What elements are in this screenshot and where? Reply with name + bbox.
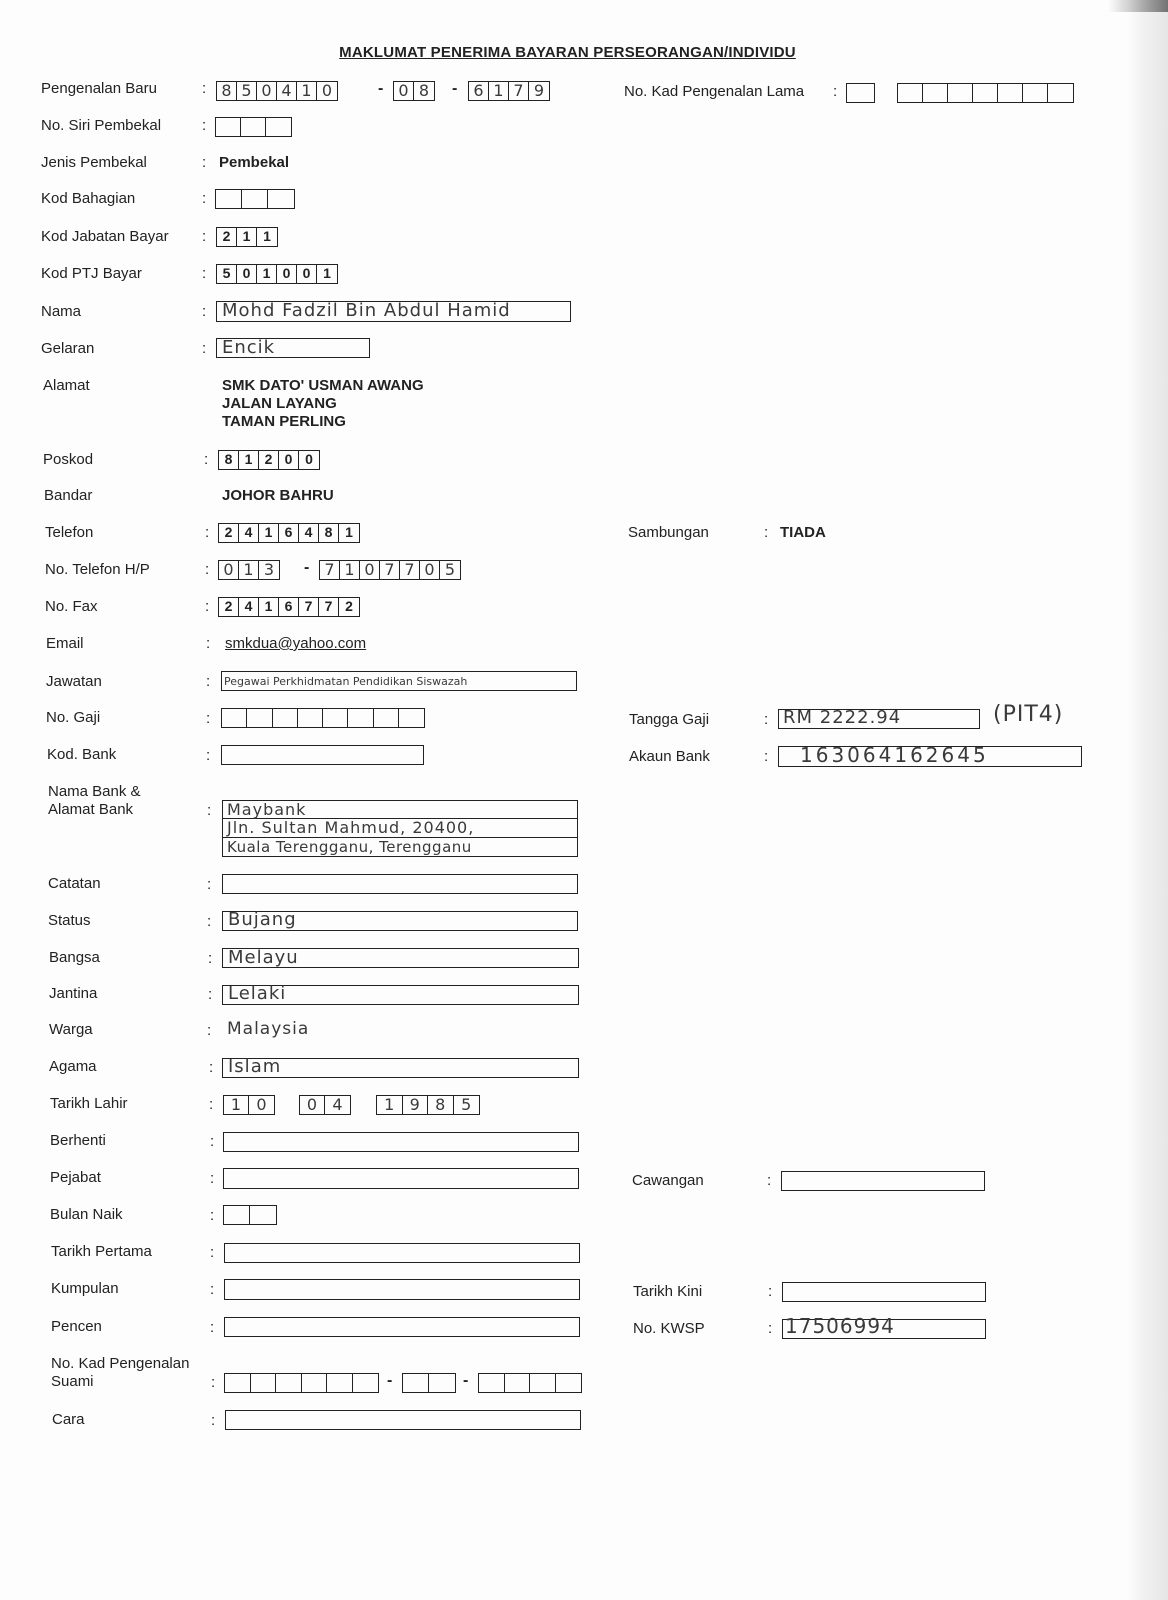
colon: : (768, 1320, 773, 1337)
alamat-line2: JALAN LAYANG (222, 395, 337, 412)
label-pejabat: Pejabat (50, 1169, 101, 1186)
label-bandar: Bandar (44, 487, 93, 504)
colon: : (202, 303, 207, 320)
siri-pembekal-field[interactable] (215, 117, 292, 137)
label-suami: Suami (51, 1373, 94, 1390)
no-gaji-field[interactable] (221, 708, 425, 728)
label-bangsa: Bangsa (49, 949, 100, 966)
label-akaun-bank: Akaun Bank (629, 748, 710, 765)
label-bulan-naik: Bulan Naik (50, 1206, 123, 1223)
colon: : (208, 986, 213, 1003)
fax-field[interactable]: 2 4 1 6 7 7 2 (218, 597, 360, 617)
colon: : (209, 1059, 214, 1076)
tarikh-kini-field[interactable] (782, 1282, 986, 1302)
colon: : (207, 1022, 212, 1039)
label-kod-bahagian: Kod Bahagian (41, 190, 136, 207)
label-sambungan: Sambungan (628, 524, 709, 541)
dash: - (378, 80, 384, 97)
colon: : (202, 154, 207, 171)
label-fax: No. Fax (45, 598, 98, 615)
label-pengenalan-baru: Pengenalan Baru (41, 80, 157, 97)
scan-shadow (1108, 0, 1168, 12)
label-warga: Warga (49, 1021, 93, 1038)
kod-bahagian-field[interactable] (215, 189, 295, 209)
scan-edge (1128, 0, 1168, 1600)
form-title: MAKLUMAT PENERIMA BAYARAN PERSEORANGAN/INDIVIDU (339, 44, 796, 61)
tangga-gaji-value: RM 2222.94 (783, 707, 902, 728)
colon: : (202, 228, 207, 245)
label-cawangan: Cawangan (632, 1172, 704, 1189)
colon: : (205, 524, 210, 541)
email-link[interactable]: smkdua@yahoo.com (225, 635, 367, 652)
nama-bank-line3: Kuala Terengganu, Terengganu (227, 838, 472, 856)
colon: : (210, 1207, 215, 1224)
label-cara: Cara (52, 1411, 85, 1428)
colon: : (768, 1283, 773, 1300)
colon: : (767, 1172, 772, 1189)
colon: : (205, 598, 210, 615)
cara-field[interactable] (225, 1410, 581, 1430)
tarikh-pertama-field[interactable] (224, 1243, 580, 1263)
nama-value: Mohd Fadzil Bin Abdul Hamid (222, 300, 511, 321)
label-catatan: Catatan (48, 875, 101, 892)
label-gelaran: Gelaran (41, 340, 95, 357)
label-tangga-gaji: Tangga Gaji (629, 711, 710, 728)
kod-bank-field[interactable] (221, 745, 424, 765)
ic-new-part2[interactable]: 0 8 (393, 81, 435, 101)
pejabat-field[interactable] (223, 1168, 579, 1189)
label-siri-pembekal: No. Siri Pembekal (41, 117, 162, 134)
agama-value: Islam (228, 1056, 282, 1077)
colon: : (207, 876, 212, 893)
warga-value: Malaysia (227, 1019, 310, 1039)
kp-suami-part1[interactable] (224, 1373, 379, 1393)
ic-old-prefix[interactable] (846, 83, 875, 103)
poskod-field[interactable]: 8 1 2 0 0 (218, 450, 320, 470)
berhenti-field[interactable] (223, 1132, 579, 1152)
colon: : (205, 561, 210, 578)
label-tarikh-lahir: Tarikh Lahir (50, 1095, 128, 1112)
label-telefon: Telefon (45, 524, 94, 541)
label-email: Email (46, 635, 84, 652)
telefon-hp-part1[interactable]: 0 1 3 (218, 560, 280, 580)
label-kad-lama: No. Kad Pengenalan Lama (624, 83, 805, 100)
ic-old-number[interactable] (897, 83, 1074, 103)
bandar-value: JOHOR BAHRU (222, 487, 334, 504)
telefon-hp-part2[interactable]: 7 1 0 7 7 0 5 (319, 560, 461, 580)
alamat-line1: SMK DATO' USMAN AWANG (222, 377, 424, 394)
colon: : (202, 190, 207, 207)
kumpulan-field[interactable] (224, 1279, 580, 1300)
sambungan-value: TIADA (780, 524, 826, 541)
kwsp-value: 17506994 (785, 1314, 895, 1338)
bangsa-value: Melayu (228, 947, 299, 968)
alamat-line3: TAMAN PERLING (222, 413, 346, 430)
colon: : (210, 1170, 215, 1187)
colon: : (207, 913, 212, 930)
label-nama: Nama (41, 303, 82, 320)
label-kumpulan: Kumpulan (51, 1280, 119, 1297)
label-alamat: Alamat (43, 377, 90, 394)
colon: : (764, 711, 769, 728)
colon: : (206, 673, 211, 690)
kp-suami-part3[interactable] (478, 1373, 582, 1393)
label-alamat-bank: Alamat Bank (48, 801, 134, 818)
dash: - (304, 559, 310, 576)
label-status: Status (48, 912, 91, 929)
colon: : (211, 1412, 216, 1429)
label-no-gaji: No. Gaji (46, 709, 101, 726)
label-jawatan: Jawatan (46, 673, 102, 690)
colon: : (206, 635, 211, 652)
label-poskod: Poskod (43, 451, 94, 468)
label-jenis-pembekal: Jenis Pembekal (41, 154, 147, 171)
nama-bank-line2: Jln. Sultan Mahmud, 20400, (227, 818, 475, 837)
label-kod-ptj-bayar: Kod PTJ Bayar (41, 265, 142, 282)
label-kod-jabatan-bayar: Kod Jabatan Bayar (41, 228, 169, 245)
colon: : (209, 1096, 214, 1113)
label-tarikh-pertama: Tarikh Pertama (51, 1243, 152, 1260)
colon: : (211, 1374, 216, 1391)
status-value: Bujang (228, 909, 297, 930)
colon: : (207, 802, 212, 819)
tangga-gaji-note: (PIT4) (993, 702, 1064, 727)
colon: : (764, 524, 769, 541)
tarikh-lahir-year[interactable]: 1 9 8 5 (376, 1095, 480, 1115)
nama-bank-line1: Maybank (227, 800, 307, 819)
jawatan-value: Pegawai Perkhidmatan Pendidikan Siswazah (224, 675, 468, 688)
kod-ptj-bayar-field[interactable]: 5 0 1 0 0 1 (216, 264, 338, 284)
label-tarikh-kini: Tarikh Kini (633, 1283, 703, 1300)
colon: : (206, 710, 211, 727)
label-kod-bank: Kod. Bank (47, 746, 117, 763)
label-telefon-hp: No. Telefon H/P (45, 561, 150, 578)
colon: : (210, 1244, 215, 1261)
ic-new-part1[interactable]: 8 5 0 4 1 0 (216, 81, 338, 101)
tarikh-lahir-day[interactable]: 1 0 (223, 1095, 275, 1115)
label-pencen: Pencen (51, 1318, 102, 1335)
jenis-pembekal-value: Pembekal (219, 154, 290, 171)
bulan-naik-field[interactable] (223, 1205, 277, 1225)
dash: - (463, 1372, 469, 1389)
ic-new-part3[interactable]: 6 1 7 9 (468, 81, 550, 101)
colon: : (204, 451, 209, 468)
dash: - (452, 80, 458, 97)
dash: - (387, 1372, 393, 1389)
label-kp-suami: No. Kad Pengenalan (51, 1355, 190, 1372)
catatan-field[interactable] (222, 874, 578, 894)
label-berhenti: Berhenti (50, 1132, 106, 1149)
colon: : (202, 117, 207, 134)
colon: : (206, 747, 211, 764)
label-nama-bank: Nama Bank & (48, 783, 141, 800)
colon: : (764, 748, 769, 765)
colon: : (210, 1281, 215, 1298)
colon: : (202, 80, 207, 97)
tarikh-lahir-month[interactable]: 0 4 (299, 1095, 351, 1115)
akaun-bank-value: 163064162645 (800, 743, 989, 767)
colon: : (202, 265, 207, 282)
label-jantina: Jantina (49, 985, 98, 1002)
label-agama: Agama (49, 1058, 97, 1075)
colon: : (202, 340, 207, 357)
colon: : (210, 1133, 215, 1150)
label-kwsp: No. KWSP (633, 1320, 705, 1337)
jantina-value: Lelaki (228, 983, 287, 1004)
telefon-field[interactable]: 2 4 1 6 4 8 1 (218, 523, 360, 543)
colon: : (208, 950, 213, 967)
kp-suami-part2[interactable] (402, 1373, 456, 1393)
gelaran-value: Encik (222, 337, 276, 358)
colon: : (210, 1319, 215, 1336)
pencen-field[interactable] (224, 1317, 580, 1337)
cawangan-field[interactable] (781, 1171, 985, 1191)
kod-jabatan-bayar-field[interactable]: 2 1 1 (216, 227, 278, 247)
colon: : (833, 83, 838, 100)
